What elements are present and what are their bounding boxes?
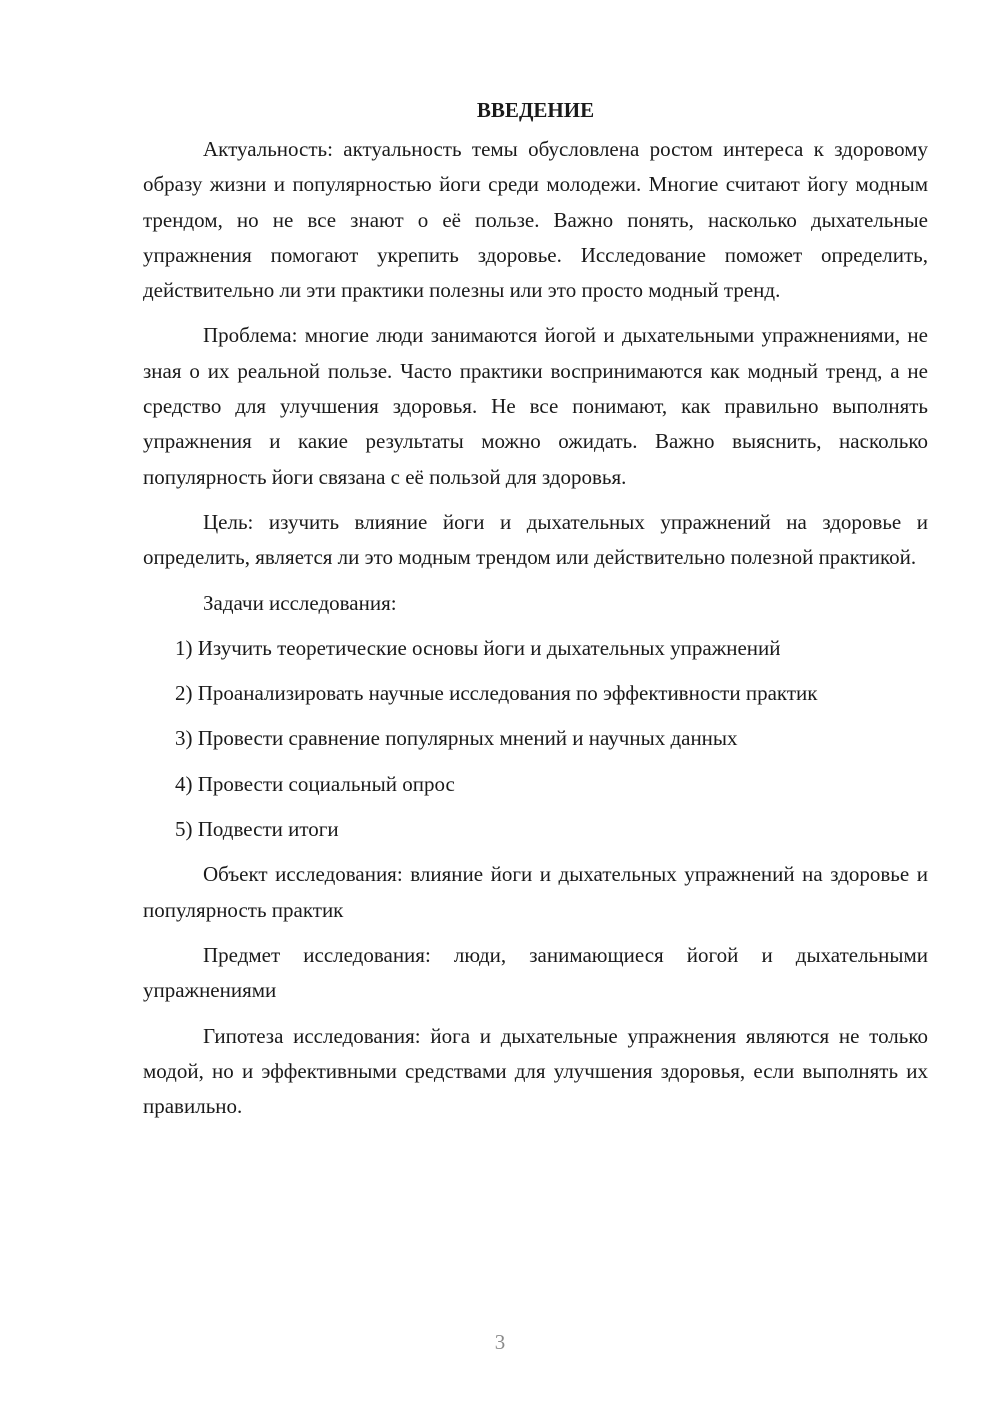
page-number: 3	[494, 1330, 506, 1354]
hypothesis-paragraph: Гипотеза исследования: йога и дыхательные упражнения являются не только модой, но и эффективными средствами для улучшения здоровья, если выполнять их правильно.	[143, 1023, 928, 1119]
problem-paragraph: Проблема: многие люди занимаются йогой и дыхательными упражнениями, не зная о их реальной пользе. Часто практики воспринимаются как модный тренд, а не средство для улучшения здоровья. Не все понимают, как правильно выполнять упражнения и какие результаты можно ожидать. Важно выяснить, насколько популярность йоги связана с её пользой для здоровья.	[143, 323, 928, 489]
subject-paragraph: Предмет исследования: люди, занимающиеся йогой и дыхательными упражнениями	[143, 942, 928, 1003]
task-item-3: 3) Провести сравнение популярных мнений и научных данных	[175, 726, 738, 751]
goal-paragraph: Цель: изучить влияние йоги и дыхательных упражнений на здоровье и определить, является ли это модным трендом или действительно полезной практикой.	[143, 509, 928, 570]
relevance-paragraph: Актуальность: актуальность темы обусловлена ростом интереса к здоровому образу жизни и популярностью йоги среди молодежи. Многие считают йогу модным трендом, но не все знают о её пользе. Важно понять, насколько дыхательные упражнения помогают укрепить здоровье. Исследование поможет определить, действительно ли эти практики полезны или это просто модный тренд.	[143, 137, 928, 303]
object-paragraph: Объект исследования: влияние йоги и дыхательных упражнений на здоровье и популярность практик	[143, 862, 928, 922]
document-page	[143, 92, 928, 1134]
task-item-2: 2) Проанализировать научные исследования по эффективности практик	[175, 681, 818, 706]
task-item-5: 5) Подвести итоги	[175, 817, 339, 842]
section-title: ВВЕДЕНИЕ	[476, 98, 595, 122]
task-item-4: 4) Провести социальный опрос	[175, 771, 455, 796]
tasks-heading: Задачи исследования:	[203, 590, 397, 615]
task-item-1: 1) Изучить теоретические основы йоги и дыхательных упражнений	[175, 635, 781, 660]
